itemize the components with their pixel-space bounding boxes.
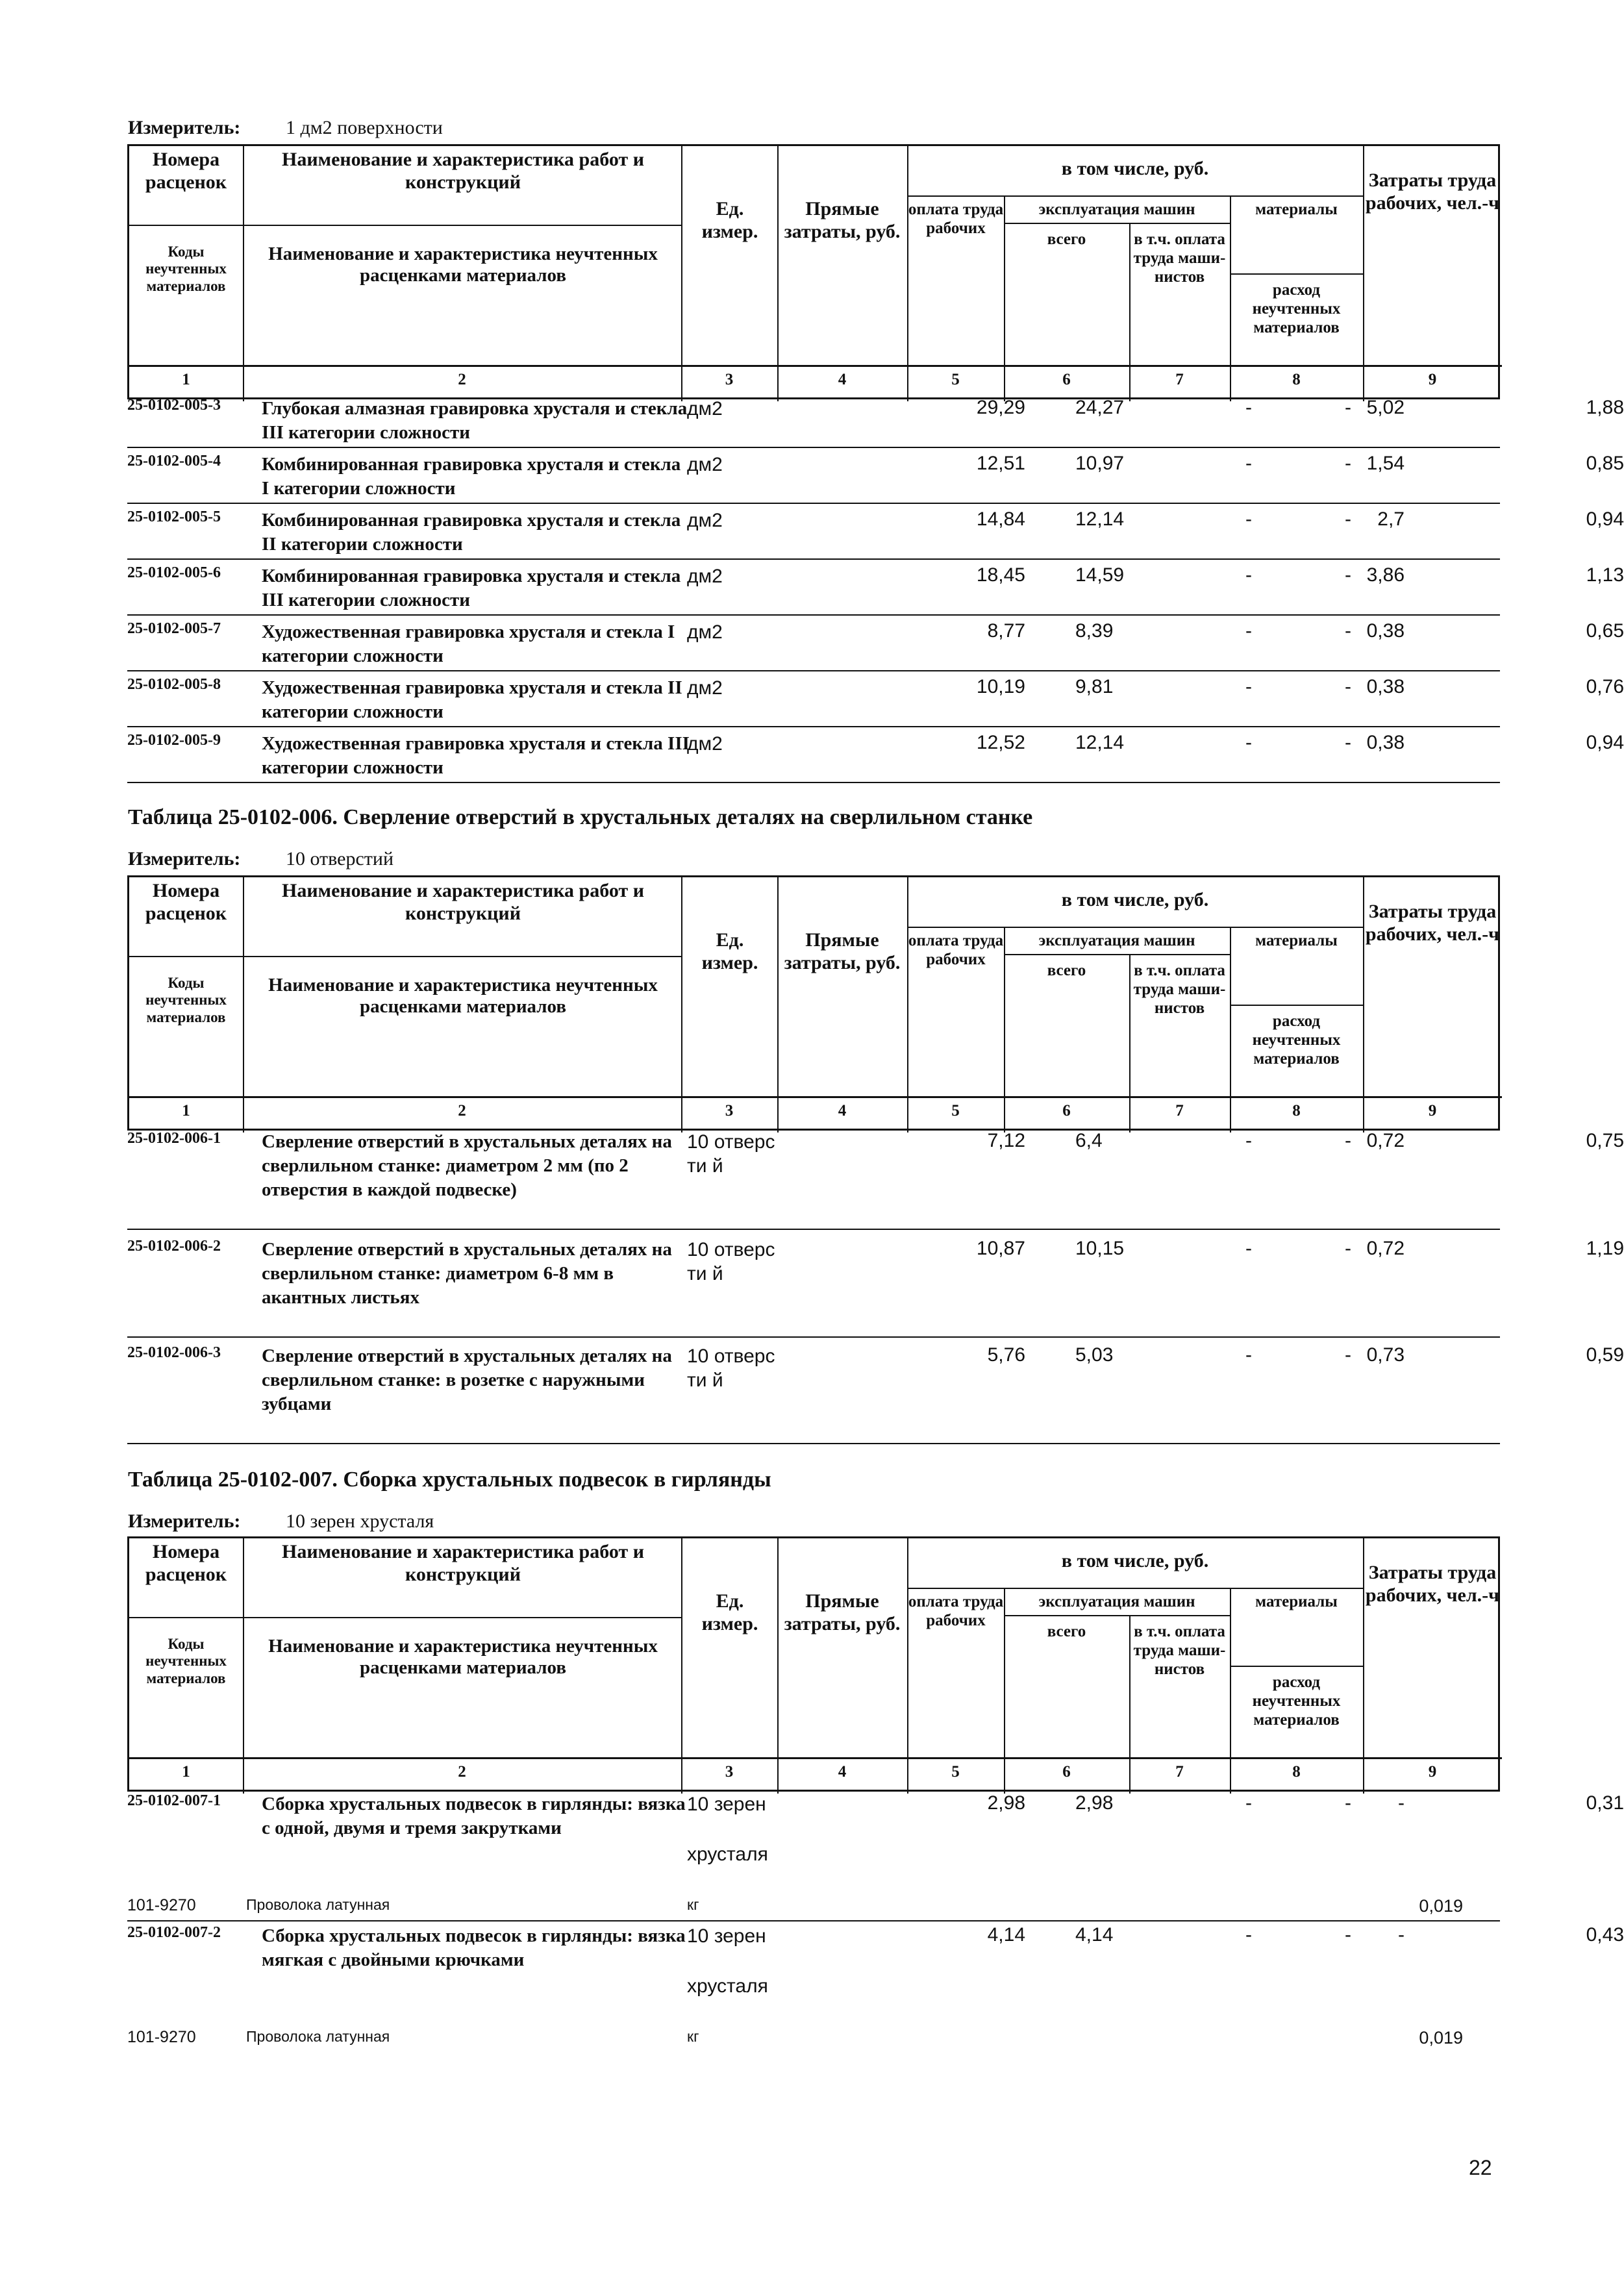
row-separator [127,726,1500,727]
grid-vline [907,1538,908,1794]
header-col-number: 2 [458,371,466,388]
row-name: Сверление отверстий в хрустальных деталях на сверлильном станке: в розетке с наружными зубцами [262,1346,672,1414]
header-col-number: 6 [1062,1763,1071,1781]
row-machine-pay: - [1345,1924,1351,1946]
row-materials: 0,38 [1366,732,1405,753]
header-naim-neuchet: Наименование и характеристика неучтенных расценками материалов [268,244,658,286]
material-consumption: 0,019 [1419,2028,1463,2047]
row-unit: дм2 [687,454,723,475]
header-col-number: 3 [725,1102,734,1120]
row-labor-pay: 12,14 [1075,508,1125,530]
grid-hline [243,956,681,957]
header-rashod: расход неучтенных материалов [1252,281,1341,336]
material-unit: кг [687,1896,699,1913]
row-name: Художественная гравировка хрусталя и стекла II категории сложности [262,677,682,722]
header-ekspl: эксплуатация машин [1038,201,1195,218]
row-labor-pay: 8,39 [1075,620,1114,642]
row-name: Комбинированная гравировка хрусталя и стекла II категории сложности [262,510,681,555]
page-number: 22 [1469,2156,1492,2179]
row-machine-cost: - [1245,1792,1252,1814]
header-ed: Ед. измер. [701,929,758,973]
row-unit: 10 зерен [687,1925,766,1947]
row-machine-pay: - [1345,732,1351,753]
grid-hline [907,1588,1363,1589]
grid-hline [1004,223,1230,224]
material-unit: кг [687,2028,699,2045]
row-labor-hours: 0,85 [1586,453,1624,474]
row-name: Художественная гравировка хрусталя и стекла III категории сложности [262,733,690,778]
header-vtch: в т.ч. оплата труда маши- нистов [1133,962,1226,1017]
grid-hline [129,1757,1502,1759]
header-col-number: 7 [1175,1102,1184,1120]
grid-hline [1004,1615,1230,1616]
row-separator [127,1229,1500,1230]
material-name: Проволока латунная [246,2028,390,2045]
header-col-number: 7 [1175,371,1184,388]
grid-vline [777,877,779,1096]
header-col-number: 7 [1175,1763,1184,1781]
row-labor-hours: 0,65 [1586,620,1624,642]
grid-hline [1004,954,1230,955]
row-direct-cost: 2,98 [987,1792,1025,1814]
header-vsego: всего [1047,231,1086,248]
row-unit: дм2 [687,621,723,643]
header-col-number: 1 [182,1763,190,1781]
header-materialy: материалы [1255,201,1338,218]
header-v-tom: в том числе, руб. [1061,889,1209,910]
grid-hline [129,1096,1502,1098]
row-code: 25-0102-006-1 [127,1130,221,1147]
material-consumption: 0,019 [1419,1896,1463,1916]
row-labor-pay: 9,81 [1075,676,1114,697]
grid-hline [907,195,1363,197]
row-labor-pay: 12,14 [1075,732,1125,753]
header-zatraty: Затраты труда рабочих, чел.-ч [1365,169,1500,214]
header-kody: Коды неучтенных материалов [145,975,227,1025]
header-vtch: в т.ч. оплата труда маши- нистов [1133,1623,1226,1678]
row-labor-hours: 0,94 [1586,508,1624,530]
header-naim: Наименование и характеристика работ и конструкций [282,149,644,193]
measure-line-1 [128,117,443,139]
row-unit: дм2 [687,733,723,755]
row-machine-cost: - [1245,508,1252,530]
row-separator [127,503,1500,504]
grid-vline [777,1538,779,1757]
header-col-number: 9 [1428,1102,1437,1120]
row-unit: дм2 [687,677,723,699]
row-materials: 5,02 [1366,397,1405,418]
material-code: 101-9270 [127,1896,196,1914]
header-zatraty: Затраты труда рабочих, чел.-ч [1365,1562,1500,1606]
grid-vline [777,146,779,365]
row-labor-hours: 0,94 [1586,732,1624,753]
row-code: 25-0102-007-1 [127,1792,221,1809]
header-rashod: расход неучтенных материалов [1252,1673,1341,1729]
header-ed: Ед. измер. [701,1590,758,1634]
row-direct-cost: 14,84 [976,508,1025,530]
row-materials: - [1398,1792,1405,1814]
row-separator [127,1336,1500,1338]
measure-label: Измеритель: [128,1510,241,1532]
grid-vline [907,146,908,401]
row-machine-pay: - [1345,564,1351,586]
header-pryamye: Прямые затраты, руб. [784,1590,901,1634]
header-col-number: 6 [1062,371,1071,388]
header-col-number: 8 [1292,1763,1301,1781]
row-labor-hours: 1,88 [1586,397,1624,418]
row-separator [127,447,1500,448]
grid-hline [1230,1005,1363,1006]
row-machine-pay: - [1345,508,1351,530]
row-code: 25-0102-005-8 [127,676,221,693]
row-machine-cost: - [1245,1344,1252,1366]
row-unit: дм2 [687,510,723,531]
header-col-number: 5 [951,371,960,388]
row-code: 25-0102-005-3 [127,397,221,414]
header-v-tom: в том числе, руб. [1061,1550,1209,1571]
row-code: 25-0102-005-7 [127,620,221,637]
header-ekspl: эксплуатация машин [1038,1593,1195,1610]
row-materials: 1,54 [1366,453,1405,474]
row-unit: 10 отверсти й [687,1131,775,1177]
header-kody: Коды неучтенных материалов [145,244,227,294]
row-separator [127,614,1500,616]
row-machine-cost: - [1245,1238,1252,1259]
row-unit-2: хрусталя [687,1975,768,1997]
header-naim: Наименование и характеристика работ и конструкций [282,1541,644,1585]
row-code: 25-0102-007-2 [127,1924,221,1941]
header-vtch: в т.ч. оплата труда маши- нистов [1133,231,1226,286]
header-zatraty: Затраты труда рабочих, чел.-ч [1365,901,1500,945]
row-separator [127,1443,1500,1444]
row-machine-pay: - [1345,1792,1351,1814]
row-machine-pay: - [1345,676,1351,697]
table-title-3: Таблица 25-0102-007. Сборка хрустальных подвесок в гирлянды [128,1468,771,1492]
row-code: 25-0102-006-2 [127,1238,221,1255]
header-col-number: 9 [1428,1763,1437,1781]
row-machine-cost: - [1245,453,1252,474]
header-col-number: 3 [725,371,734,388]
table-header-2 [127,875,1500,1131]
row-code: 25-0102-005-5 [127,508,221,525]
grid-hline [243,1617,681,1618]
row-machine-pay: - [1345,620,1351,642]
table-header-3 [127,1536,1500,1792]
row-direct-cost: 4,14 [987,1924,1025,1946]
measure-value: 10 отверстий [285,848,394,870]
header-col-number: 5 [951,1102,960,1120]
row-labor-hours: 0,76 [1586,676,1624,697]
row-labor-pay: 6,4 [1075,1130,1103,1151]
row-name: Комбинированная гравировка хрусталя и стекла I категории сложности [262,454,681,499]
row-name: Сборка хрустальных подвесок в гирлянды: вязка мягкая с двойными крючками [262,1925,686,1970]
header-vsego: всего [1047,962,1086,979]
row-labor-hours: 0,75 [1586,1130,1624,1151]
row-direct-cost: 10,19 [976,676,1025,697]
header-ekspl: эксплуатация машин [1038,932,1195,949]
header-v-tom: в том числе, руб. [1061,158,1209,179]
row-labor-pay: 14,59 [1075,564,1125,586]
header-nomera: Номера расценок [145,149,227,193]
row-labor-pay: 10,15 [1075,1238,1125,1259]
row-machine-cost: - [1245,397,1252,418]
row-unit: дм2 [687,566,723,587]
header-oplata: оплата труда рабочих [908,1593,1004,1629]
grid-hline [129,1617,243,1618]
header-kody: Коды неучтенных материалов [145,1636,227,1686]
material-code: 101-9270 [127,2028,196,2046]
row-direct-cost: 12,51 [976,453,1025,474]
table-header-1 [127,144,1500,399]
row-labor-hours: 0,31 [1586,1792,1624,1814]
measure-value: 10 зерен хрусталя [285,1510,434,1532]
row-unit: 10 отверсти й [687,1239,775,1284]
header-col-number: 8 [1292,371,1301,388]
header-col-number: 5 [951,1763,960,1781]
grid-hline [243,225,681,226]
header-materialy: материалы [1255,1593,1338,1610]
measure-value: 1 дм2 поверхности [285,117,443,138]
header-col-number: 4 [838,1102,847,1120]
header-oplata: оплата труда рабочих [908,932,1004,968]
header-col-number: 1 [182,371,190,388]
grid-hline [1230,273,1363,275]
row-name: Глубокая алмазная гравировка хрусталя и стекла III категории сложности [262,398,688,443]
row-unit-2: хрусталя [687,1844,768,1865]
row-labor-pay: 4,14 [1075,1924,1114,1946]
header-naim: Наименование и характеристика работ и конструкций [282,880,644,924]
row-code: 25-0102-005-4 [127,453,221,469]
measure-label: Измеритель: [128,117,241,138]
row-direct-cost: 29,29 [976,397,1025,418]
header-pryamye: Прямые затраты, руб. [784,929,901,973]
header-col-number: 4 [838,371,847,388]
row-unit: 10 отверсти й [687,1346,775,1391]
header-col-number: 6 [1062,1102,1071,1120]
row-labor-hours: 0,59 [1586,1344,1624,1366]
row-materials: 0,73 [1366,1344,1405,1366]
row-direct-cost: 12,52 [976,732,1025,753]
row-machine-cost: - [1245,676,1252,697]
header-naim-neuchet: Наименование и характеристика неучтенных расценками материалов [268,1636,658,1679]
row-machine-pay: - [1345,1344,1351,1366]
row-direct-cost: 8,77 [987,620,1025,642]
row-separator [127,1920,1500,1921]
header-col-number: 8 [1292,1102,1301,1120]
header-nomera: Номера расценок [145,880,227,924]
row-name: Сверление отверстий в хрустальных деталях на сверлильном станке: диаметром 2 мм (по 2 отверстия в каждой подвеске) [262,1131,672,1200]
grid-hline [129,225,243,226]
row-direct-cost: 18,45 [976,564,1025,586]
row-separator [127,670,1500,671]
header-ed: Ед. измер. [701,198,758,242]
row-machine-cost: - [1245,732,1252,753]
header-col-number: 1 [182,1102,190,1120]
header-naim-neuchet: Наименование и характеристика неучтенных расценками материалов [268,975,658,1018]
header-col-number: 3 [725,1763,734,1781]
header-col-number: 2 [458,1763,466,1781]
row-machine-cost: - [1245,1130,1252,1151]
measure-label: Измеритель: [128,848,241,870]
row-machine-cost: - [1245,1924,1252,1946]
header-oplata: оплата труда рабочих [908,201,1004,237]
row-direct-cost: 7,12 [987,1130,1025,1151]
header-nomera: Номера расценок [145,1541,227,1585]
row-materials: 0,72 [1366,1130,1405,1151]
row-direct-cost: 5,76 [987,1344,1025,1366]
header-col-number: 9 [1428,371,1437,388]
row-separator [127,558,1500,560]
header-pryamye: Прямые затраты, руб. [784,198,901,242]
row-separator [127,782,1500,783]
row-direct-cost: 10,87 [976,1238,1025,1259]
row-labor-pay: 2,98 [1075,1792,1114,1814]
row-machine-pay: - [1345,1130,1351,1151]
header-vsego: всего [1047,1623,1086,1640]
table-title-2: Таблица 25-0102-006. Сверление отверстий в хрустальных деталях на сверлильном станке [128,805,1033,829]
row-labor-hours: 1,13 [1586,564,1624,586]
row-name: Художественная гравировка хрусталя и стекла I категории сложности [262,621,675,666]
row-materials: 0,38 [1366,620,1405,642]
row-labor-pay: 24,27 [1075,397,1125,418]
grid-vline [907,877,908,1133]
grid-hline [907,927,1363,928]
row-name: Сверление отверстий в хрустальных деталях на сверлильном станке: диаметром 6-8 мм в акантных листьях [262,1239,672,1308]
row-name: Сборка хрустальных подвесок в гирлянды: вязка с одной, двумя и тремя закрутками [262,1794,686,1838]
row-code: 25-0102-006-3 [127,1344,221,1361]
row-code: 25-0102-005-6 [127,564,221,581]
row-materials: 3,86 [1366,564,1405,586]
grid-hline [129,956,243,957]
row-labor-hours: 1,19 [1586,1238,1624,1259]
row-machine-cost: - [1245,620,1252,642]
material-name: Проволока латунная [246,1896,390,1913]
row-machine-pay: - [1345,397,1351,418]
row-materials: 0,38 [1366,676,1405,697]
row-labor-hours: 0,43 [1586,1924,1624,1946]
header-materialy: материалы [1255,932,1338,949]
grid-hline [129,365,1502,367]
header-col-number: 2 [458,1102,466,1120]
row-labor-pay: 10,97 [1075,453,1125,474]
measure-line-3 [128,1510,434,1533]
row-code: 25-0102-005-9 [127,732,221,749]
row-unit: дм2 [687,398,723,419]
row-materials: - [1398,1924,1405,1946]
row-machine-pay: - [1345,1238,1351,1259]
measure-line-2 [128,848,394,870]
row-unit: 10 зерен [687,1794,766,1815]
header-col-number: 4 [838,1763,847,1781]
row-materials: 2,7 [1377,508,1405,530]
row-machine-pay: - [1345,453,1351,474]
header-rashod: расход неучтенных материалов [1252,1012,1341,1068]
row-materials: 0,72 [1366,1238,1405,1259]
grid-hline [1230,1666,1363,1667]
row-labor-pay: 5,03 [1075,1344,1114,1366]
row-machine-cost: - [1245,564,1252,586]
row-name: Комбинированная гравировка хрусталя и стекла III категории сложности [262,566,681,610]
